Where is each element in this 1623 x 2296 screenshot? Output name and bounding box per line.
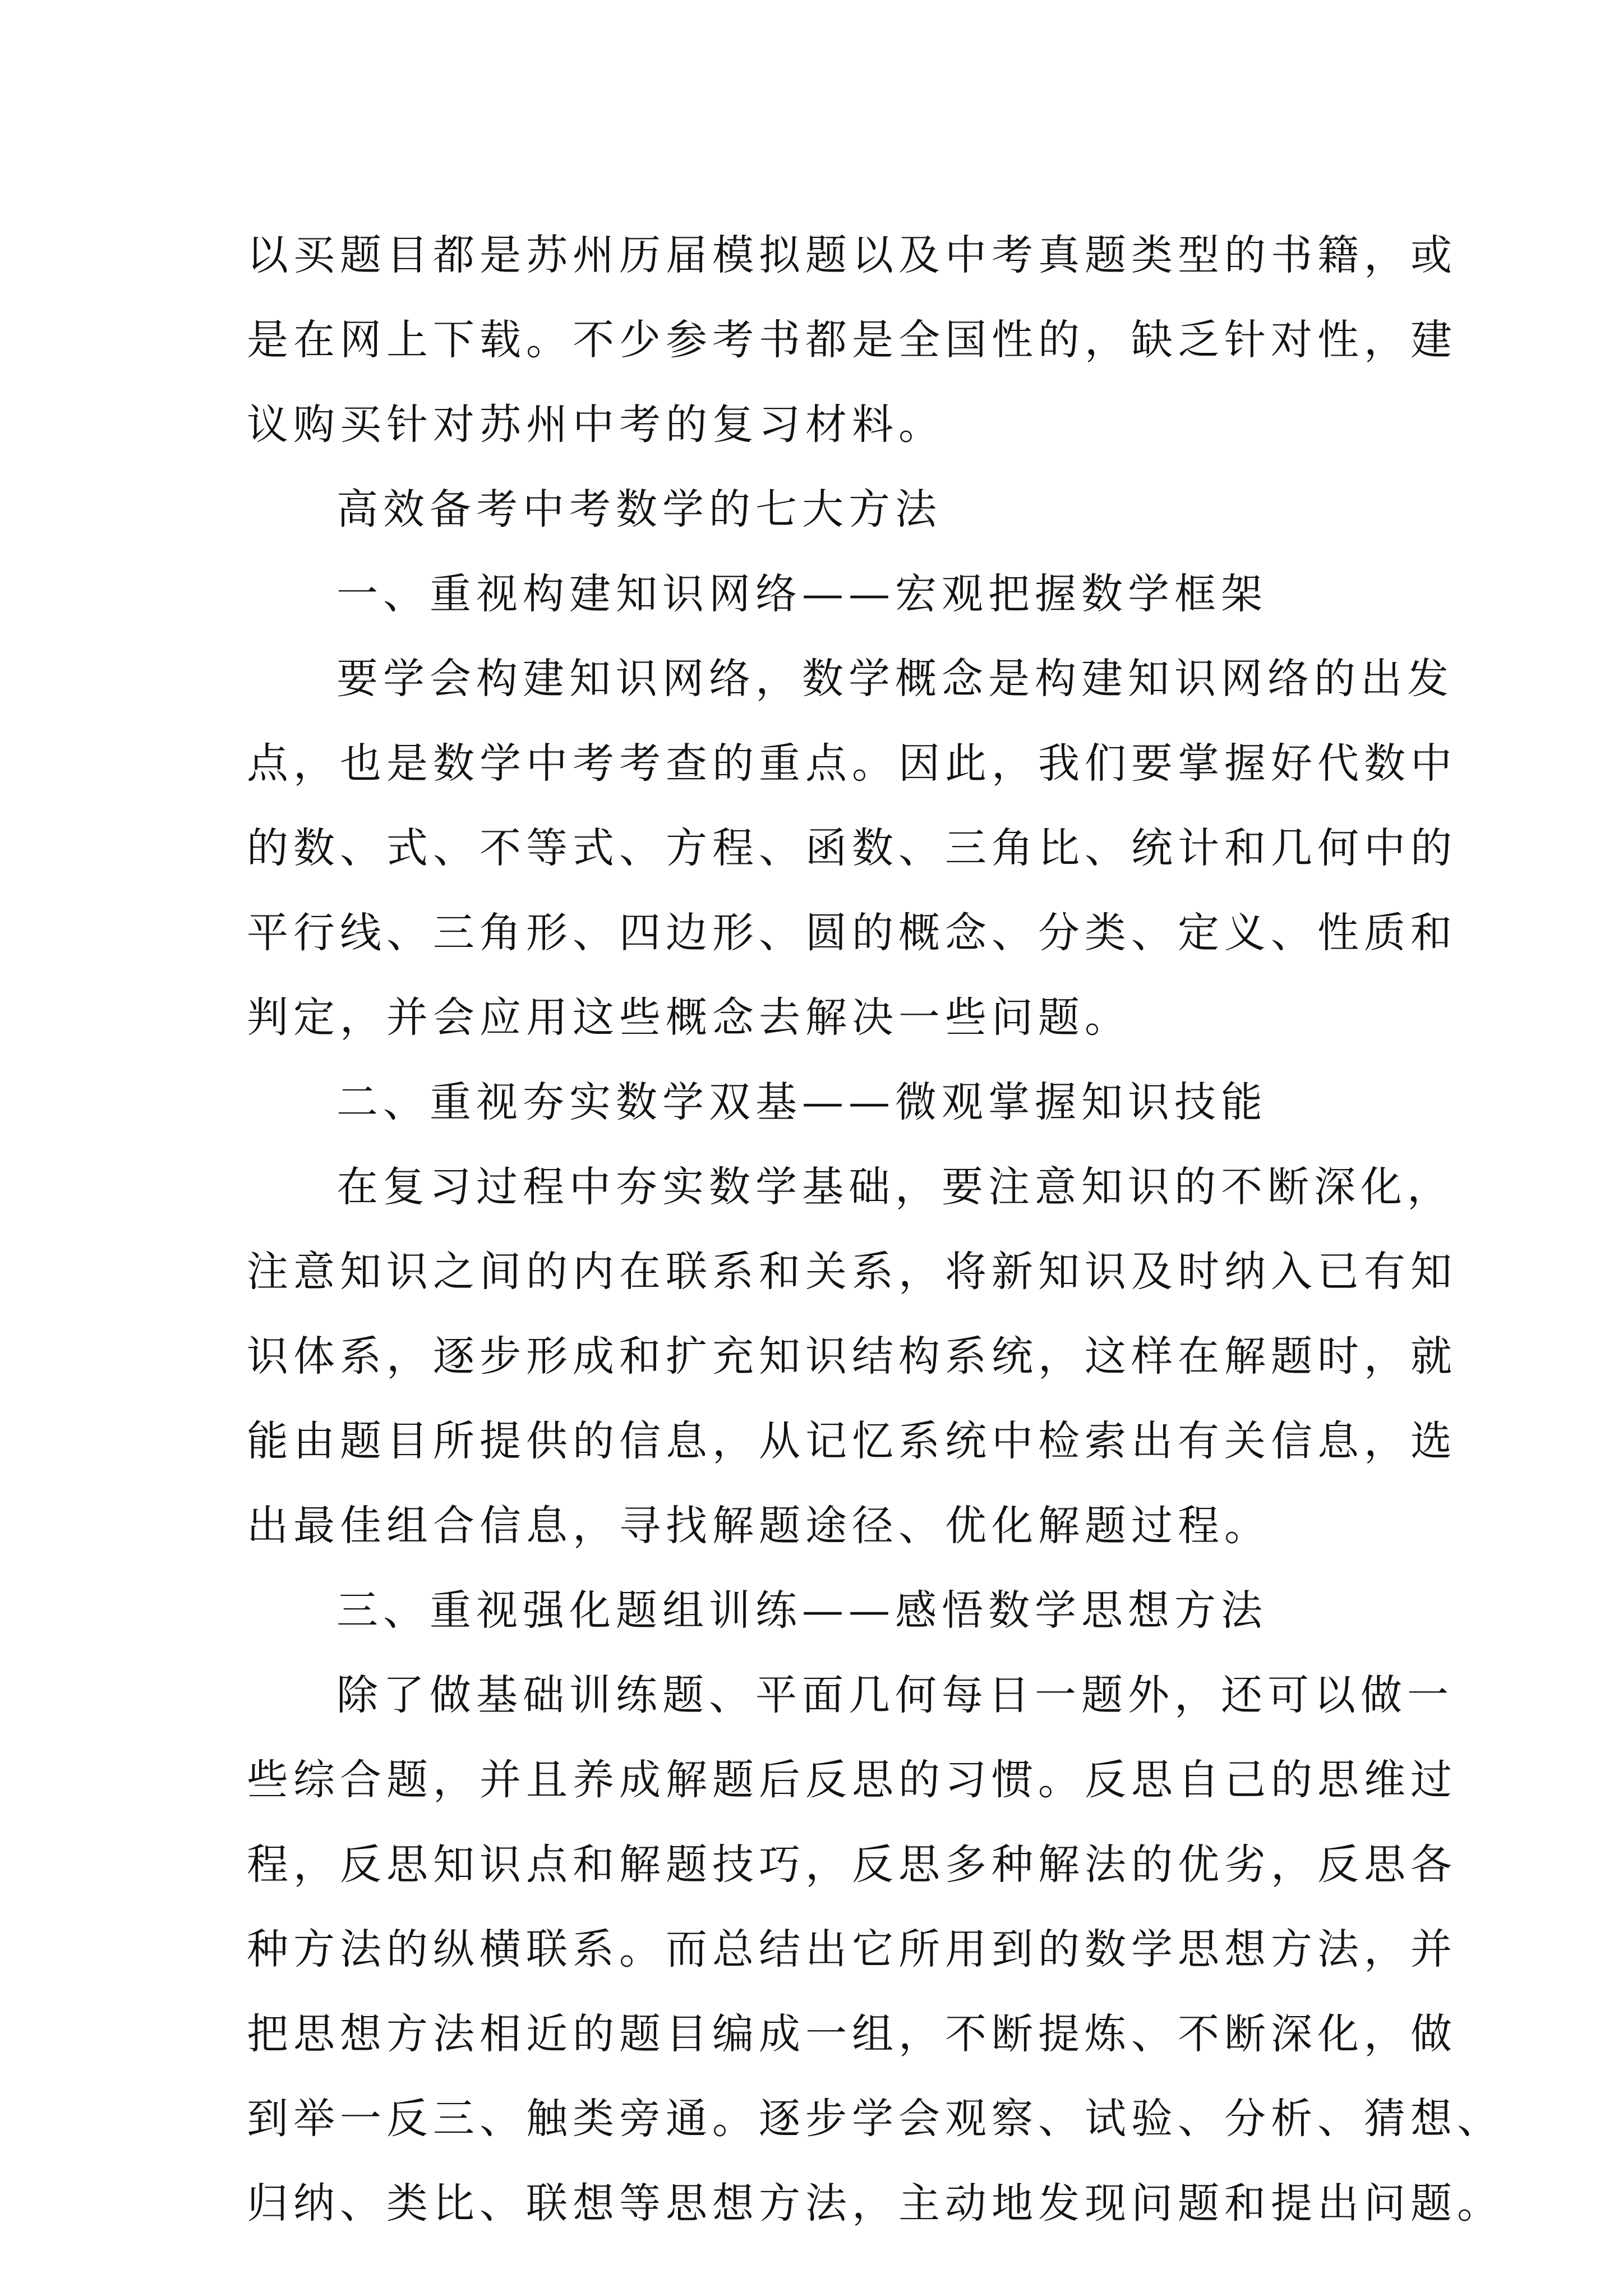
text-line: 些综合题，并且养成解题后反思的习惯。反思自己的思维过 (247, 1756, 1457, 1804)
text-line: 程，反思知识点和解题技巧，反思多种解法的优劣，反思各 (247, 1841, 1457, 1889)
text-line: 种方法的纵横联系。而总结出它所用到的数学思想方法，并 (247, 1925, 1457, 1973)
text-line: 到举一反三、触类旁通。逐步学会观察、试验、分析、猜想、 (247, 2095, 1504, 2143)
text-line: 以买题目都是苏州历届模拟题以及中考真题类型的书籍，或 (247, 231, 1457, 279)
text-line: 一、重视构建知识网络——宏观把握数学框架 (336, 570, 1267, 618)
text-line: 判定，并会应用这些概念去解决一些问题。 (247, 993, 1131, 1042)
text-line: 点，也是数学中考考查的重点。因此，我们要掌握好代数中 (247, 739, 1457, 788)
document-body (247, 213, 1504, 2246)
text-line: 二、重视夯实数学双基——微观掌握知识技能 (336, 1078, 1267, 1126)
text-line: 除了做基础训练题、平面几何每日一题外，还可以做一 (336, 1671, 1454, 1719)
text-line: 平行线、三角形、四边形、圆的概念、分类、定义、性质和 (247, 909, 1457, 957)
text-line: 在复习过程中夯实数学基础，要注意知识的不断深化， (336, 1163, 1454, 1211)
text-line: 把思想方法相近的题目编成一组，不断提炼、不断深化，做 (247, 2010, 1457, 2058)
text-line: 是在网上下载。不少参考书都是全国性的，缺乏针对性，建 (247, 316, 1457, 364)
text-line: 要学会构建知识网络，数学概念是构建知识网络的出发 (336, 655, 1454, 703)
text-line: 归纳、类比、联想等思想方法，主动地发现问题和提出问题。 (247, 2179, 1504, 2228)
text-line: 注意知识之间的内在联系和关系，将新知识及时纳入已有知 (247, 1248, 1457, 1296)
text-line: 能由题目所提供的信息，从记忆系统中检索出有关信息，选 (247, 1417, 1457, 1465)
text-line: 识体系，逐步形成和扩充知识结构系统，这样在解题时，就 (247, 1332, 1457, 1381)
text-line: 议购买针对苏州中考的复习材料。 (247, 401, 945, 449)
text-line: 的数、式、不等式、方程、函数、三角比、统计和几何中的 (247, 824, 1457, 872)
text-line: 高效备考中考数学的七大方法 (336, 485, 942, 533)
text-line: 出最佳组合信息，寻找解题途径、优化解题过程。 (247, 1502, 1271, 1550)
text-line: 三、重视强化题组训练——感悟数学思想方法 (336, 1586, 1267, 1635)
